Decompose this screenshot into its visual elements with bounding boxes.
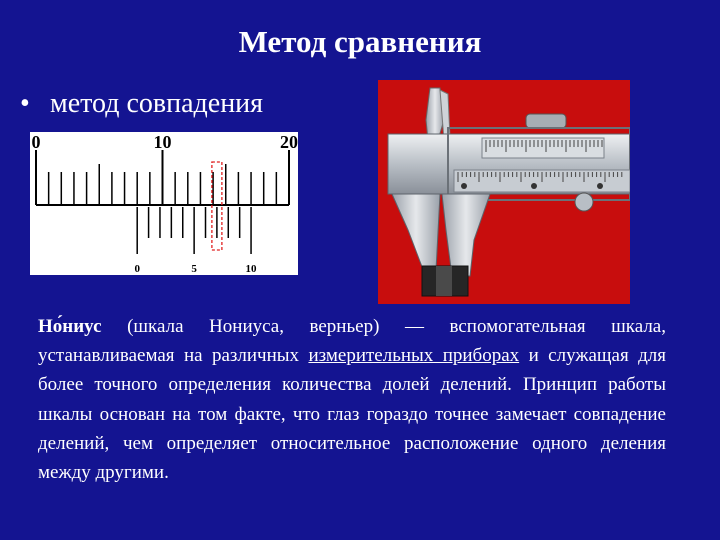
paragraph-text-1: (шкала Нониуса, верньер) — вспомогательная шкала, устанавливаемая на различных xyxy=(38,316,666,367)
bullet-icon: • xyxy=(20,88,30,119)
vernier-scale-label: 0 xyxy=(134,263,140,275)
description-paragraph xyxy=(38,312,666,487)
term-nonius: Но́ниус xyxy=(38,316,102,337)
main-scale-label: 20 xyxy=(280,132,298,152)
vernier-scale-label: 10 xyxy=(245,263,257,275)
caliper-photo xyxy=(378,80,630,304)
caliper-icon xyxy=(378,80,630,304)
paragraph-text-2: и служащая для более точного определения количества долей делений. Принцип работы шкалы основан на том факте, что глаз гораздо точнее замечает совпадение делений, чем определяет относительное расположение одного деления между другими. xyxy=(38,345,666,484)
link-measuring-instruments[interactable]: измерительных приборах xyxy=(308,345,520,367)
main-scale-label: 10 xyxy=(153,132,172,152)
slide-title: Метод сравнения xyxy=(238,24,482,59)
bullet-text: метод совпадения xyxy=(50,88,264,119)
vernier-scale-diagram xyxy=(30,132,298,275)
main-scale-label: 0 xyxy=(31,132,41,152)
vernier-scale-label: 5 xyxy=(191,263,197,275)
bullet-item xyxy=(20,88,263,120)
